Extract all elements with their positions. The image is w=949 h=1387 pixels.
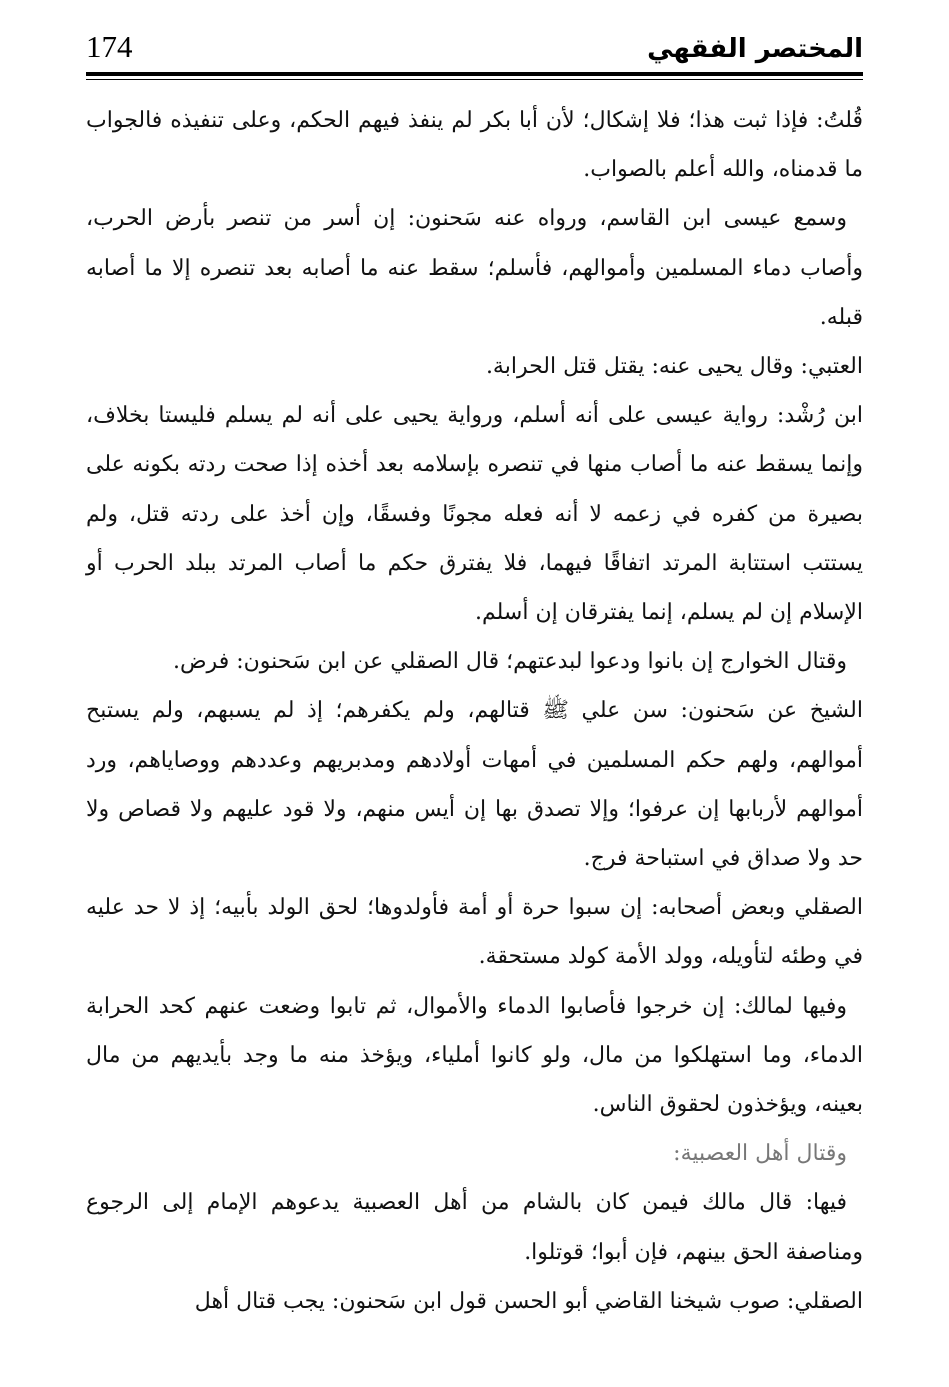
header-rule-thin [86,79,863,80]
paragraph-9: فيها: قال مالك فيمن كان بالشام من أهل العصبية يدعوهم الإمام إلى الرجوع ومناصفة الحق بينهم، فإن أبوا؛ قوتلوا. [86,1190,863,1265]
paragraph-3: العتبي: وقال يحيى عنه: يقتل قتل الحرابة. [485,354,863,380]
paragraph-6: الشيخ عن سَحنون: سن علي ﷺ قتالهم، ولم يكفرهم؛ إذ لم يسبهم، ولم يستبح أموالهم، ولهم حكم المسلمين في أمهات أولادهم ومدبريهم وعددهم ووصاياهم، ورد أموالهم لأربابها إن عرفوا؛ وإلا تصدق بها إن أيس منهم، ولا قود عليهم ولا قصاص ولا حد ولا صداق في استباحة فرج. [86,698,863,872]
paragraph-5: وقتال الخوارج إن بانوا ودعوا لبدعتهم؛ قال الصقلي عن ابن سَحنون: فرض. [172,649,847,675]
paragraph-4: ابن رُشْد: رواية عيسى على أنه أسلم، ورواية يحيى على أنه لم يسلم فليستا بخلاف، وإنما يسقط عنه ما أصاب منها في تنصره بإسلامه بعد أخذه إذا صحت ردته بكونه على بصيرة من كفره في زعمه لا أنه فعله مجونًا وفسقًا، وإن أخذ على ردته قتل، ولم يستتب استتابة المرتد اتفاقًا فيهما، فلا يفترق حكم ما أصاب المرتد ببلد الحرب أو الإسلام إن لم يسلم، إنما يفترقان إن أسلم. [86,403,863,626]
book-title: المختصر الفقهي [647,34,863,64]
page-number: 174 [86,29,133,64]
header-rule [86,72,863,82]
section-heading: وقتال أهل العصبية: [673,1141,847,1167]
running-header [86,26,863,72]
paragraph-10: الصقلي: صوب شيخنا القاضي أبو الحسن قول ابن سَحنون: يجب قتال أهل [194,1288,863,1314]
paragraph-1: قُلتُ: فإذا ثبت هذا؛ فلا إشكال؛ لأن أبا بكر لم ينفذ فيهم الحكم، وعلى تنفيذه فالجواب ما قدمناه، والله أعلم بالصواب. [86,108,863,183]
paragraph-7: الصقلي وبعض أصحابه: إن سبوا حرة أو أمة فأولدوها؛ لحق الولد بأبيه؛ إذ لا حد عليه في وطئه لتأويله، وولد الأمة كولد مستحقة. [86,895,863,970]
paragraph-2: وسمع عيسى ابن القاسم، ورواه عنه سَحنون: إن أسر من تنصر بأرض الحرب، وأصاب دماء المسلمين وأموالهم، فأسلم؛ سقط عنه ما أصابه بعد تنصره إلا ما أصابه قبله. [86,206,863,330]
paragraph-8: وفيها لمالك: إن خرجوا فأصابوا الدماء والأموال، ثم تابوا وضعت عنهم كحد الحرابة الدماء، وما استهلكوا من مال، ولو كانوا أملياء، ويؤخذ منه ما وجد بأيديهم من مال بعينه، ويؤخذون لحقوق الناس. [86,993,863,1118]
body-text [86,96,863,1347]
header-rule-thick [86,72,863,76]
